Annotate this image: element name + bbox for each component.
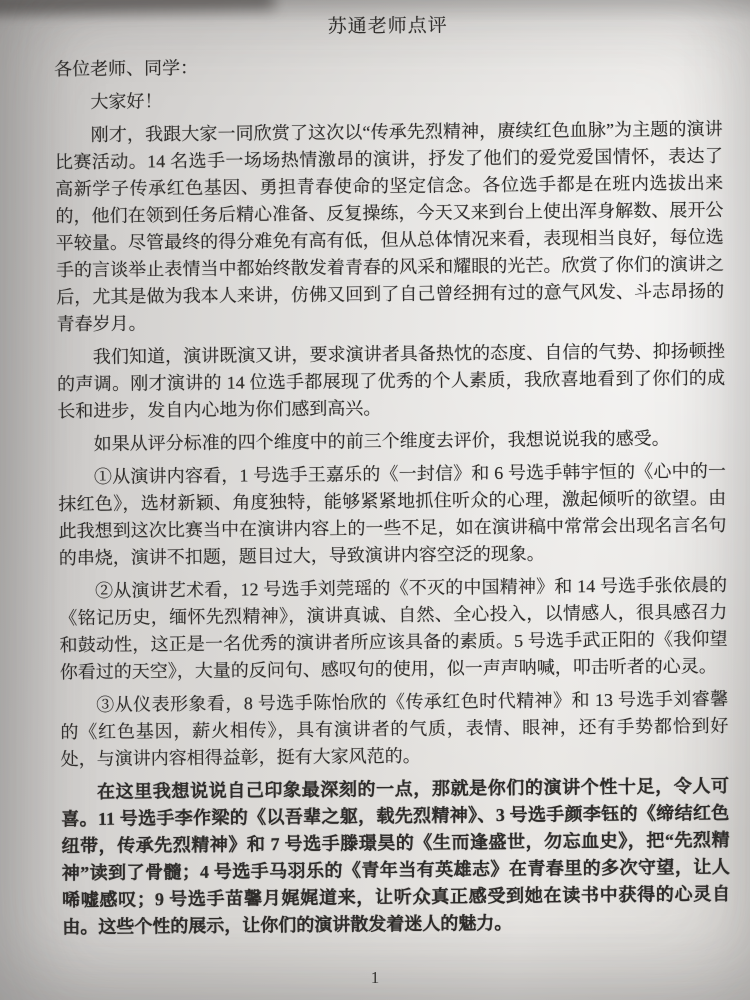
paragraph-speech-qualities: 我们知道，演讲既演又讲，要求演讲者具备热忱的态度、自信的气势、抑扬顿挫的声调。刚才演讲的 14 位选手都展现了优秀的个人素质，我欣喜地看到了你们的成长和进步，发自内心地为你们感到高兴。 xyxy=(57,340,726,422)
paragraph-content-dimension: ①从演讲内容看，1 号选手王嘉乐的《一封信》和 6 号选手韩宇恒的《心中的一抹红色》，选材新颖、角度独特，能够紧紧地抓住听众的心理，激起倾听的欲望。由此我想到这次比赛当中在演讲内容上的一些不足，如在演讲稿中常常会出现名言名句的串烧，演讲不扣题，题目过大，导致演讲内容空泛的现象。 xyxy=(58,460,727,569)
salutation-line: 各位老师、同学： xyxy=(53,57,199,80)
document-page xyxy=(54,10,731,941)
top-edge-shadow xyxy=(0,0,274,15)
paragraph-overview: 刚才，我跟大家一同欣赏了这次以“传承先烈精神，赓续红色血脉”为主题的演讲比赛活动。14 名选手一场场热情激昂的演讲，抒发了他们的爱党爱国情怀，表达了高新学子传承红色基因、勇担青春使命的坚定信念。各位选手都是在班内选拔出来的，他们在领到任务后精心准备、反复操练，今天又来到台上使出浑身解数、展开公平较量。尽管最终的得分难免有高有低，但从总体情况来看，表现相当良好，每位选手的言谈举止表情当中都始终散发着青春的风采和耀眼的光芒。欣赏了你们的演讲之后，尤其是做为我本人来讲，仿佛又回到了自己曾经拥有过的意气风发、斗志昂扬的青春岁月。 xyxy=(54,118,725,335)
paragraph-criteria-intro: 如果从评分标准的四个维度中的前三个维度去评价，我想说说我的感受。 xyxy=(93,428,670,454)
greeting-line: 大家好！ xyxy=(90,91,163,112)
page-title: 苏通老师点评 xyxy=(327,15,448,38)
paragraph-individuality: 在这里我想说说自己印象最深刻的一点，那就是你们的演讲个性十足，令人可喜。11 号选手李作梁的《以吾辈之躯，载先烈精神》、3 号选手颜李钰的《缔结红色纽带，传承先烈精神》和 7 号选手滕璟昊的《生而逢盛世，勿忘血史》，把“先烈精神”读到了骨髓；4 号选手马羽乐的《青年当有英雄志》在青春里的多次守望，让人唏嘘感叹；9 号选手苗馨月娓娓道来，让听众真正感受到她在读书中获得的心灵自由。这些个性的展示，让你们的演讲散发着迷人的魅力。 xyxy=(61,775,731,938)
paragraph-appearance-dimension: ③从仪表形象看，8 号选手陈怡欣的《传承红色时代精神》和 13 号选手刘睿馨的《红色基因，薪火相传》，具有演讲者的气质，表情、眼神，还有手势都恰到好处，与演讲内容相得益彰，挺有大家风范的。 xyxy=(60,688,729,770)
paragraph-art-dimension: ②从演讲艺术看，12 号选手刘莞瑶的《不灭的中国精神》和 14 号选手张依晨的《铭记历史，缅怀先烈精神》，演讲真诚、自然、全心投入，以情感人，很具感召力和鼓动性，这正是一名优秀的演讲者所应该具备的素质。5 号选手武正阳的《我仰望你看过的天空》，大量的反问句、感叹句的使用，似一声声呐喊，叩击听者的心灵。 xyxy=(59,574,728,683)
page-number: 1 xyxy=(370,968,380,987)
